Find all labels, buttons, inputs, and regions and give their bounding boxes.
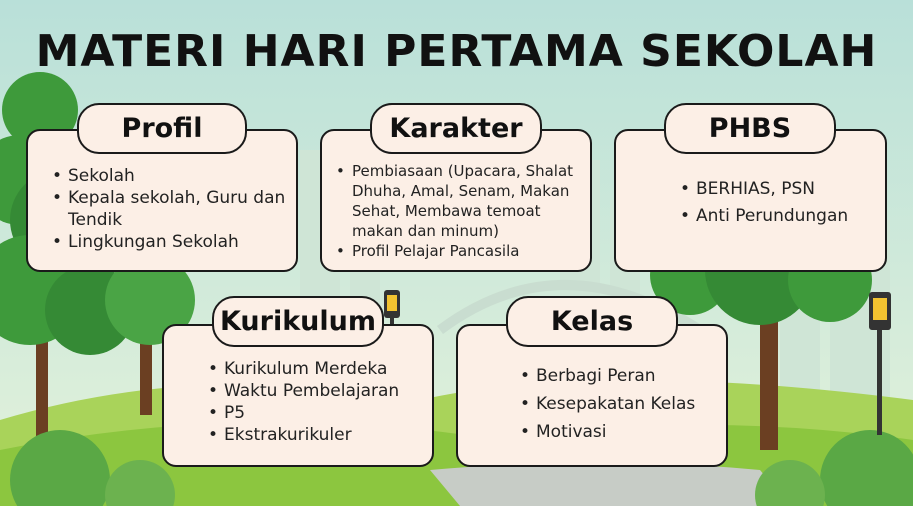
kurikulum-heading: Kurikulum: [212, 296, 384, 347]
list-item: • Profil Pelajar Pancasila: [332, 241, 582, 261]
list-item: • Motivasi: [516, 418, 716, 446]
kelas-heading: Kelas: [506, 296, 678, 347]
list-item: • BERHIAS, PSN: [676, 176, 875, 203]
phbs-heading: PHBS: [664, 103, 836, 154]
list-item: • Kepala sekolah, Guru dan Tendik: [48, 187, 286, 231]
list-item: • Lingkungan Sekolah: [48, 231, 286, 253]
profil-heading: Profil: [77, 103, 247, 154]
list-item: • P5: [204, 402, 422, 424]
list-item: • Kesepakatan Kelas: [516, 390, 716, 418]
list-item: • Waktu Pembelajaran: [204, 380, 422, 402]
list-item: • Sekolah: [48, 165, 286, 187]
list-item: • Anti Perundungan: [676, 203, 875, 230]
list-item: • Kurikulum Merdeka: [204, 358, 422, 380]
list-item: • Ekstrakurikuler: [204, 424, 422, 446]
list-item: • Pembiasaan (Upacara, Shalat Dhuha, Amal, Senam, Makan Sehat, Membawa temoat makan dan minum): [332, 161, 582, 241]
list-item: • Berbagi Peran: [516, 362, 716, 390]
page-title: MATERI HARI PERTAMA SEKOLAH: [35, 26, 878, 77]
karakter-heading: Karakter: [370, 103, 542, 154]
